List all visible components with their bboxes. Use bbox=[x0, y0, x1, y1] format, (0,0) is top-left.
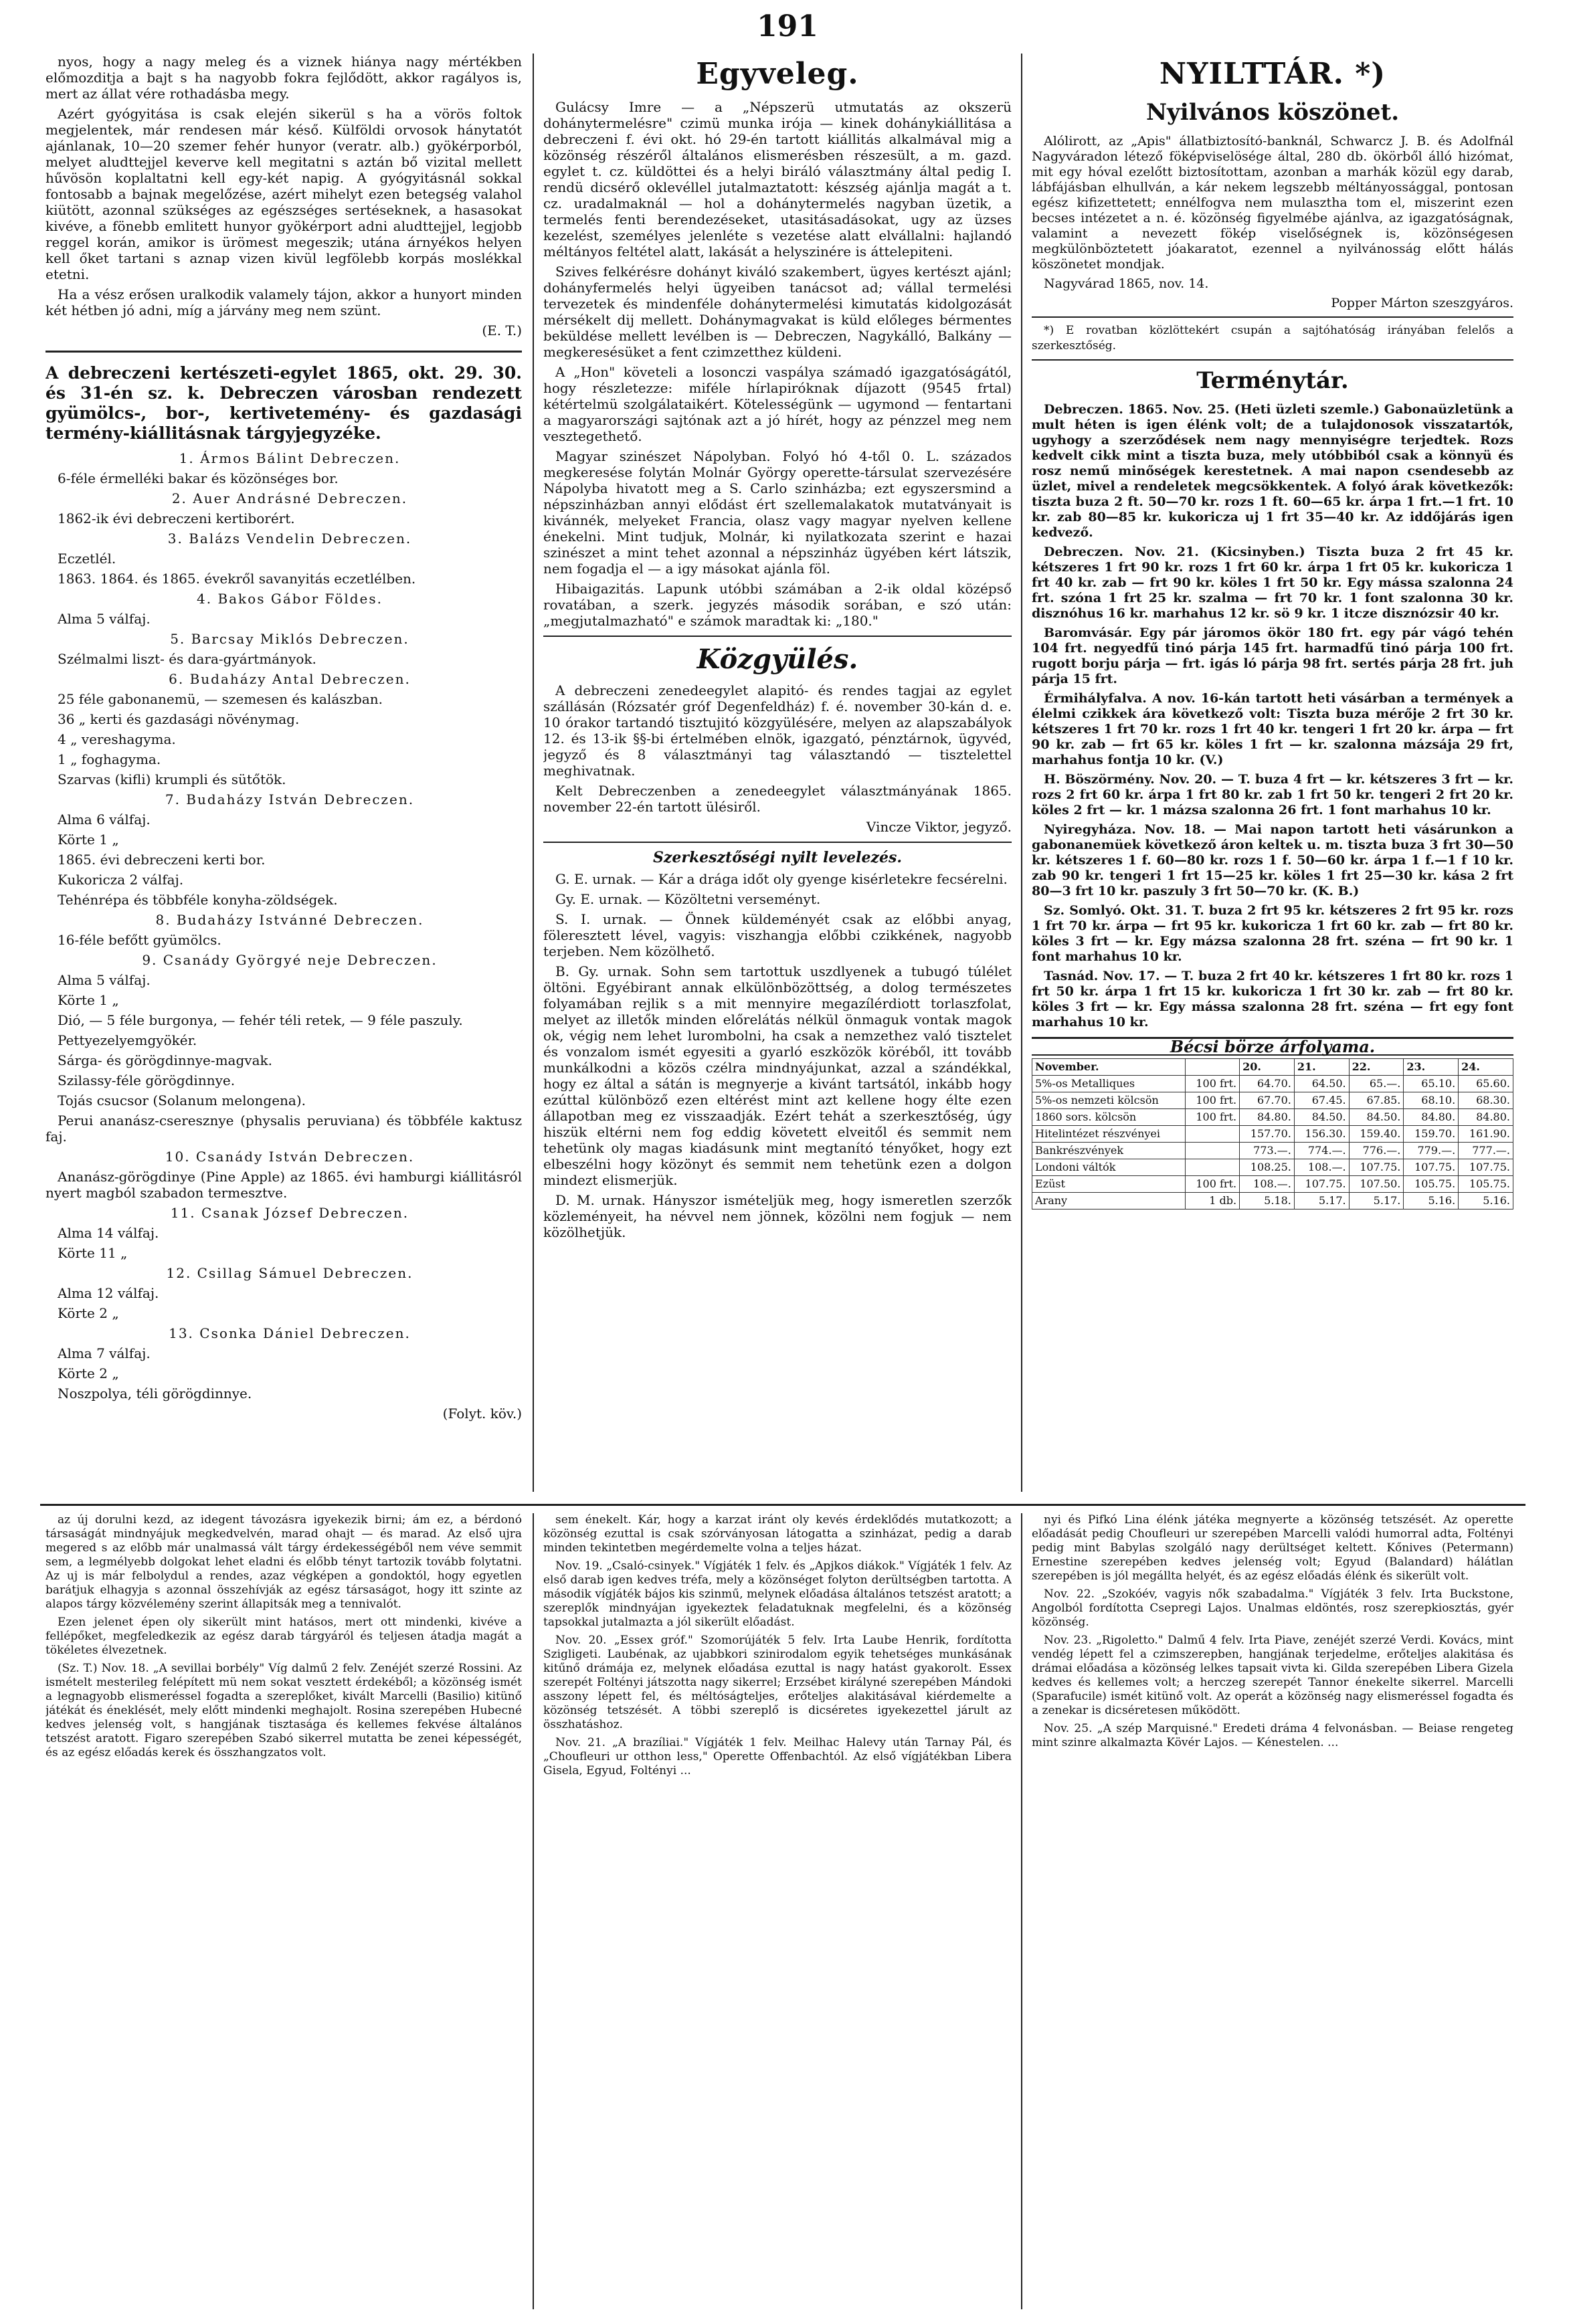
bourse-row bbox=[1032, 1176, 1513, 1193]
exhibitor-name: 7. Budaházy István Debreczen. bbox=[165, 791, 415, 807]
intro-paragraphs bbox=[45, 54, 522, 318]
bourse-header-cell: 21. bbox=[1294, 1059, 1349, 1076]
letter-reply: B. Gy. urnak. Sohn sem tartottuk uszdlyenek a tubugó túlélet öltöni. Egyébirant annak elkülönbözöttség, a dolog természetes folyamában rejlik s a mit mennyire megazílérdiott torlaszfolat, melyet az illetők minden előrelátás nélkül önmaguk vontak magok ok, végig nem lehet lurombolni, ha csak a nemzethez való tisztelet és vonzalom ismét egyesiti a gyarló eszközök köréből, itt tovább munkálkodni a közös czélra mindnyájunkat, azzal a szándékkal, hogy ez által a sátán is megnyerje a kivánt tartsától, inkább hogy ezúttal különböző ezen eltérést mint azt kellene hogy élte ezen állapotban meg ez visszaadják. Ezért tehát a szerkesztőség, úgy hiszük eltérni nem fog eddig követett elveitől és semmit nem tehetünk oly magas kiadásunk mint megtanító tényőket, hogy ezt elbeszélni hogy közönyt és semmit nem tehetünk ezen a dolgon mindezt elismerjük. bbox=[543, 963, 1012, 1188]
miscellany-paragraphs bbox=[543, 99, 1012, 629]
paragraph: Ha a vész erősen uralkodik valamely tájon, akkor a hunyort minden két hétben jó adni, míg a járvány meg nem szünt. bbox=[45, 286, 522, 318]
bourse-cell: 67.70. bbox=[1240, 1092, 1295, 1109]
exhibit-entry bbox=[45, 1149, 522, 1201]
bourse-cell: 777.—. bbox=[1459, 1143, 1513, 1159]
bourse-cell: 108.25. bbox=[1240, 1159, 1295, 1176]
bourse-cell: 1 db. bbox=[1185, 1193, 1239, 1209]
exhibitor-name: 2. Auer Andrásné Debreczen. bbox=[171, 490, 408, 506]
section-divider bbox=[543, 636, 1012, 637]
nyilttar-footnote: *) E rovatban közlöttekért csupán a sajtóhatóság irányában felelős a szerkesztőség. bbox=[1032, 324, 1513, 353]
exhibit-entry bbox=[45, 530, 522, 587]
column-divider bbox=[533, 54, 534, 1492]
exhibit-line: Szélmalmi liszt- és dara-gyártmányok. bbox=[58, 651, 316, 667]
paragraph: Azért gyógyitása is csak elején sikerül s ha a vörös foltok megjelentek, már rendesen már késő. Külföldi orvosok hánytatót ajánlanak, 10—20 szemer fehér hunyor (veratr. alb.) gyökérporból, melyet aludttejjel keverve kell megitatni s aztán bő vizital mellett hűvösön koplaltatni kell egy-két napig. A gyógyitásnál sokkal fontosabb a bajnak megelőzése, azért mihelyt ezen betegség valahol kiütött, azonnal szükséges az egészséges sertéseknek, a hasasokat kivéve, a fönebb emlitett hunyor gyökérport adni aludttejjel, legjobb reggel korán, amikor is ürömest megeszik; utána árnyékos helyen kell őket tartani s aznap vizen kivül legfölebb korpás moslékkal etetni. bbox=[45, 106, 522, 282]
bourse-row bbox=[1032, 1109, 1513, 1126]
assembly-notice bbox=[543, 682, 1012, 815]
bourse-cell: 5%-os Metalliques bbox=[1032, 1076, 1186, 1092]
letters-last: D. M. urnak. Hányszor ismételjük meg, hogy ismeretlen szerzők közleményeit, ha névvel nem jönnek, közölni nem fogjuk — nem közölhetjük. bbox=[543, 1192, 1012, 1240]
exhibit-line: Alma 5 válfaj. bbox=[58, 611, 151, 627]
bourse-cell: 5.17. bbox=[1294, 1193, 1349, 1209]
bottom-column-1 bbox=[45, 1513, 522, 2309]
bourse-header-cell: 22. bbox=[1349, 1059, 1404, 1076]
market-report: Baromvásár. Egy pár járomos ökör 180 frt. egy pár vágó tehén 104 frt. negyedfű tinó párja 145 frt. harmadfű tinó párja 100 frt. rugott borju párja — frt. igás ló párja 98 frt. sertés párja 28 frt. juh párja 15 frt. bbox=[1032, 625, 1513, 686]
exhibit-entry bbox=[45, 1325, 522, 1401]
bourse-row bbox=[1032, 1143, 1513, 1159]
bourse-cell: 108.—. bbox=[1294, 1159, 1349, 1176]
review-paragraph: az új dorulni kezd, az idegent távozásra igyekezik birni; ám ez, a bérdonó társaságát mindnyájuk megkedvelvén, marad ohajt — és marad. Az első ujra megered s az előbb már unalmassá vált tárgy érdekességéből nem véve semmit sem, a legmélyebb dolgokat lehet eladni és előbb tényt tartozik tovább folytatni. Az uj is már felbolydul a rendes, azaz végképen a gondoktól, hogy egyetlen barátjuk elhagyja s azonnal összehívják az egész társaságot, hogy itt szinte az alapos tárgy közvélemény szerint állapitsák meg a tennivalót. bbox=[45, 1513, 522, 1611]
bourse-cell: 105.75. bbox=[1404, 1176, 1459, 1193]
bourse-cell: 84.80. bbox=[1459, 1109, 1513, 1126]
bourse-header-cell: 24. bbox=[1459, 1059, 1513, 1076]
exhibitor-name: 13. Csonka Dániel Debreczen. bbox=[169, 1325, 411, 1341]
exhibit-line: Szarvas (kifli) krumpli és sütőtök. bbox=[58, 771, 286, 787]
right-column bbox=[1032, 54, 1513, 1492]
left-column bbox=[45, 54, 522, 1492]
paragraph: nyos, hogy a nagy meleg és a viznek hiánya nagy mértékben előmozditja a bajt s ha nagyobb fokra fejlődött, akkor ragályos is, mert az állat vére rothadásba megy. bbox=[45, 54, 522, 102]
exhibit-line: 1 „ foghagyma. bbox=[58, 751, 161, 767]
bourse-cell: 776.—. bbox=[1349, 1143, 1404, 1159]
bourse-table bbox=[1032, 1058, 1513, 1209]
exhibit-line: Kukoricza 2 válfaj. bbox=[58, 872, 184, 888]
exhibit-line: Noszpolya, téli görögdinnye. bbox=[58, 1385, 252, 1401]
assembly-heading: Közgyülés. bbox=[697, 644, 858, 675]
letter-reply: Gy. E. urnak. — Közöltetni verseményt. bbox=[555, 891, 821, 907]
exhibit-entry bbox=[45, 490, 522, 526]
bourse-cell: 84.80. bbox=[1404, 1109, 1459, 1126]
exhibit-heading: A debreczeni kertészeti-egylet 1865, okt. 29. 30. és 31-én sz. k. Debreczen városban rendezett gyümölcs-, bor-, kertivetemény- és gazdasági termény-kiállitásnak tárgyjegyzéke. bbox=[45, 363, 522, 443]
bourse-cell: 65.—. bbox=[1349, 1076, 1404, 1092]
exhibit-line: Eczetlél. bbox=[58, 551, 116, 567]
bourse-cell: 65.60. bbox=[1459, 1076, 1513, 1092]
bourse-row bbox=[1032, 1193, 1513, 1209]
bourse-cell: 5.18. bbox=[1240, 1193, 1295, 1209]
bourse-cell: 68.30. bbox=[1459, 1092, 1513, 1109]
market-report: Debreczen. Nov. 21. (Kicsinyben.) Tiszta buza 2 frt 45 kr. kétszeres 1 frt 90 kr. rozs 1 frt 60 kr. árpa 1 frt 05 kr. kukoricza 1 frt 40 kr. zab — frt 90 kr. köles 1 frt 50 kr. Egy mássa szalonna 24 frt. szóna 1 frt 25 kr. szalma — frt 70 kr. 1 font szalonna 30 kr. disznóhus 16 kr. marhahus 12 kr. sö 9 kr. 1 itcze disznózsir 40 kr. bbox=[1032, 545, 1513, 621]
horizontal-divider bbox=[40, 1504, 1525, 1506]
exhibit-entry bbox=[45, 671, 522, 787]
exhibit-line: Alma 12 válfaj. bbox=[58, 1285, 159, 1301]
bourse-cell: 107.75. bbox=[1404, 1159, 1459, 1176]
letter-reply: G. E. urnak. — Kár a drága időt oly gyenge kisérletekre fecsérelni. bbox=[555, 871, 1008, 887]
bourse-cell: Bankrészvények bbox=[1032, 1143, 1186, 1159]
exhibitor-name: 3. Balázs Vendelin Debreczen. bbox=[167, 530, 412, 547]
review-paragraph: Nov. 20. „Essex gróf." Szomorújáték 5 felv. Irta Laube Henrik, fordította Szigligeti. Laubénak, az ujabbkori szinirodalom egyik tehetséges munkásának kitűnő drámája ez, melynek előadása ezuttal is nagy hatást gyakorolt. Essex szerepét Foltényi játszotta nagy sikerrel; Erzsébet királyné szerepében Mándoki asszony lépett fel, és méltóságteljes, erőteljes alakitásával kiérdemelte a közönség tetszését. A többi szereplő is dicséretes igyekezettel járult az összhatáshoz. bbox=[543, 1634, 1012, 1731]
exhibitor-name: 9. Csanády Györgyé neje Debreczen. bbox=[142, 952, 438, 968]
exhibit-line: Szilassy-féle görögdinnye. bbox=[58, 1072, 236, 1088]
thanks-heading: Nyilvános köszönet. bbox=[1145, 99, 1400, 126]
thanks-signature: Popper Márton szeszgyáros. bbox=[1331, 296, 1513, 310]
review-paragraph: Nov. 21. „A brazíliai." Vígjáték 1 felv. Meilhac Halevy után Tarnay Pál, és „Choufleuri ur otthon less," Operette Offenbachtól. Az első vígjátékban Libera Gisela, Egyud, Foltényi ... bbox=[543, 1736, 1012, 1777]
exhibitor-name: 11. Csanak József Debreczen. bbox=[170, 1205, 409, 1221]
bourse-cell: 107.50. bbox=[1349, 1176, 1404, 1193]
bourse-row bbox=[1032, 1126, 1513, 1143]
nyilttar-heading: NYILTTÁR. *) bbox=[1159, 57, 1386, 91]
bourse-cell: 5.17. bbox=[1349, 1193, 1404, 1209]
exhibit-list bbox=[45, 450, 522, 1401]
exhibit-line: 36 „ kerti és gazdasági növénymag. bbox=[58, 711, 300, 727]
bottom-column-2 bbox=[543, 1513, 1012, 2309]
review-paragraph: Nov. 22. „Szokóév, vagyis nők szabadalma." Vígjáték 3 felv. Irta Buckstone, Angolból fordította Csepregi Lajos. Unalmas eldöntés, rosz szerepkiosztás, gyér közönség. bbox=[1032, 1587, 1513, 1629]
exhibit-line: Dió, — 5 féle burgonya, — fehér téli retek, — 9 féle paszuly. bbox=[58, 1012, 463, 1028]
exhibit-line: 4 „ vereshagyma. bbox=[58, 731, 176, 747]
exhibit-entry bbox=[45, 631, 522, 667]
exhibitor-name: 6. Budaházy Antal Debreczen. bbox=[169, 671, 411, 687]
bourse-row bbox=[1032, 1076, 1513, 1092]
bourse-cell: 100 frt. bbox=[1185, 1109, 1239, 1126]
exhibitor-name: 10. Csanády István Debreczen. bbox=[165, 1149, 415, 1165]
exhibitor-name: 1. Ármos Bálint Debreczen. bbox=[179, 450, 401, 466]
review-paragraph: Nov. 23. „Rigoletto." Dalmű 4 felv. Irta Piave, zenéjét szerzé Verdi. Kovács, mint vendég lépett fel a czimszerepben, hangjának terjedelme, erőteljes alakitása és drámai előadása a közönség lelkes tapsait vivta ki. Gilda szerepében Libera Gizela kedves és kellemes volt; a herczeg szerepét Tannor énekelte sikerrel. Marcelli (Sparafucile) ismét kitünő volt. Az operát a közönség nagy elismeréssel fogadta és a zenekar is dicséretesen működött. bbox=[1032, 1634, 1513, 1717]
bourse-cell bbox=[1185, 1126, 1239, 1143]
bourse-cell: Ezüst bbox=[1032, 1176, 1186, 1193]
bourse-cell: Arany bbox=[1032, 1193, 1186, 1209]
exhibit-entry bbox=[45, 912, 522, 948]
bourse-cell: 1860 sors. kölcsön bbox=[1032, 1109, 1186, 1126]
exhibit-line: 6-féle érmelléki bakar és közönséges bor. bbox=[58, 470, 339, 486]
market-report: Sz. Somlyó. Okt. 31. T. buza 2 frt 95 kr. kétszeres 2 frt 95 kr. rozs 1 frt 70 kr. árpa — frt 95 kr. kukoricza 1 frt 60 kr. zab — frt 80 kr. köles 3 frt — kr. Egy mázsa szalonna 28 frt. széna — frt 90 kr. 1 font marhahus 10 kr. bbox=[1032, 903, 1513, 964]
paragraph: A debreczeni zenedeegylet alapitó- és rendes tagjai az egylet szállásán (Rózsatér gróf Degenfeldház) f. é. november 30-kán d. e. 10 órakor tartandó tisztujitó közgyülésére, melyen az alapszabályok 12. és 13-ik §§-bi értelmében elnök, igazgató, pénztárnok, ügyvéd, jegyző és 8 választmányi tag választandó — tisztelettel meghivatnak. bbox=[543, 682, 1012, 779]
paragraph: Magyar szinészet Nápolyban. Folyó hó 4-től 0. L. százados megkeresése folytán Molnár György operette-társulat szervezésére Nápolyba hivatott meg a S. Carlo szinházba; ezt egyszersmind a népszinházban annyi elődást ért szellemalakatok mutatványait is kivánnék, melyeket Francia, olasz vagy magyar nyelven kellene énekelni. Mint tudjuk, Molnár, ki nyilatkozata szerint e hazai szinészet a mint tehet azonnal a népszinház ügyében kért látszik, nem fogadja el — a igy másokat ajánla föl. bbox=[543, 448, 1012, 577]
bourse-cell: 100 frt. bbox=[1185, 1092, 1239, 1109]
bourse-row bbox=[1032, 1092, 1513, 1109]
exhibit-line: Alma 6 válfaj. bbox=[58, 811, 151, 828]
exhibit-entry bbox=[45, 1265, 522, 1321]
bourse-cell: 779.—. bbox=[1404, 1143, 1459, 1159]
paragraph: Szives felkérésre dohányt kiváló szakembert, ügyes kertészt ajánl; dohányfermelés helyi ügyeiben tanácsot ad; vállal termelési tervezetek és mindenféle dohánytermelési kimutatás kidolgozását mérsékelt dij mellett. Dohánymagvakat is küld előleges bérmentes beküldése mellett levélben is — Debreczen, Nagykálló, Balkány — megkeresésüket a fent czimzetthez küldeni. bbox=[543, 264, 1012, 360]
bourse-header-cell: November. bbox=[1032, 1059, 1186, 1076]
section-divider bbox=[45, 351, 522, 353]
review-paragraph: nyi és Pifkó Lina élénk játéka megnyerte a közönség tetszését. Az operette előadását pedig Choufleuri ur szerepében Marcelli valódi humorral adta, Foltényi pedig mint Babylas szolgáló nagy derültséget keltett. Kőnives (Petermann) Ernestine szerepében kedves jelenség volt; Egyud (Balandard) hálátlan szerepében is jól megállta helyét, és az egész előadás élénk és sikerült volt. bbox=[1032, 1513, 1513, 1583]
thanks-text: Alólirott, az „Apis" állatbiztosító-banknál, Schwarcz J. B. és Adolfnál Nagyváradon létező föképviselösége által, 280 db. ökörből álló hizómat, mit egy hóval ezelőtt biztosítottam, azonban a marhák közül egy darab, lábfájásban elhullván, a kár nekem legszebb méltányossággal, pontosan egész kifizettetett; ennélfogva nem mulasztha tom el, miszerint ezen becses intézetet a n. é. közönség figyelmébe ajánlva, az igazgatóságnak, valamint a nevezett fökép viselőségnek is, közönségesen megkülönböztetett jóakaratot, ezennel a nyilvánosság előtt hálás köszönetet mondjak. bbox=[1032, 134, 1513, 272]
review-paragraph: Ezen jelenet épen oly sikerült mint hatásos, mert ott mindenki, kivéve a fellépőket, megfeledkezik az egész darab tárgyáról és teljesen átadja magát a tökéletes élvezetnek. bbox=[45, 1616, 522, 1657]
bourse-cell: 5%-os nemzeti kölcsön bbox=[1032, 1092, 1186, 1109]
bourse-title: Bécsi börze árfolyama. bbox=[1032, 1037, 1513, 1056]
bourse-cell: 84.50. bbox=[1294, 1109, 1349, 1126]
exhibitor-name: 8. Budaházy Istvánné Debreczen. bbox=[155, 912, 424, 928]
bourse-cell: 159.40. bbox=[1349, 1126, 1404, 1143]
column-divider bbox=[533, 1513, 534, 2309]
bourse-cell: 159.70. bbox=[1404, 1126, 1459, 1143]
exhibit-line: Körte 11 „ bbox=[58, 1245, 128, 1261]
exhibit-line: 1862-ik évi debreczeni kertiborért. bbox=[58, 510, 295, 526]
exhibit-line: Ananász-görögdinye (Pine Apple) az 1865. évi hamburgi kiállitásról nyert magból szabadon termesztve. bbox=[45, 1169, 522, 1201]
exhibit-line: Körte 1 „ bbox=[58, 832, 119, 848]
bourse-cell: 100 frt. bbox=[1185, 1076, 1239, 1092]
bourse-cell bbox=[1185, 1159, 1239, 1176]
exhibitor-name: 5. Barcsay Miklós Debreczen. bbox=[170, 631, 409, 647]
bourse-cell: 107.75. bbox=[1349, 1159, 1404, 1176]
bourse-cell: 64.70. bbox=[1240, 1076, 1295, 1092]
letter-reply: S. I. urnak. — Önnek küldeményét csak az előbbi anyag, föleresztett lével, vagyis: viszhangja előbbi czikkének, nagyobb terjeben. Nem közölhető. bbox=[543, 911, 1012, 959]
bourse-cell: 107.75. bbox=[1459, 1159, 1513, 1176]
paragraph: Hibaigazitás. Lapunk utóbbi számában a 2-ik oldal középső rovatában, a szerk. jegyzés második sorában, e szó után: „megjutalmazható" e számok maradtak ki: „180." bbox=[543, 581, 1012, 629]
bourse-cell: 68.10. bbox=[1404, 1092, 1459, 1109]
bourse-cell: 67.45. bbox=[1294, 1092, 1349, 1109]
exhibit-entry bbox=[45, 952, 522, 1145]
bourse-cell: 5.16. bbox=[1459, 1193, 1513, 1209]
exhibit-line: Alma 7 válfaj. bbox=[58, 1345, 151, 1361]
market-report: H. Böszörmény. Nov. 20. — T. buza 4 frt — kr. kétszeres 3 frt — kr. rozs 2 frt 60 kr. árpa 1 frt 80 kr. zab 1 frt 50 kr. tengeri 2 frt 20 kr. köles 2 frt — kr. 1 mázsa szalonna 26 frt. 1 font marhahus 10 kr. bbox=[1032, 772, 1513, 817]
exhibit-line: Alma 14 válfaj. bbox=[58, 1225, 159, 1241]
market-heading: Terménytár. bbox=[1196, 367, 1349, 394]
market-reports bbox=[1032, 402, 1513, 1030]
bourse-cell: 156.30. bbox=[1294, 1126, 1349, 1143]
exhibit-line: Alma 5 válfaj. bbox=[58, 972, 151, 988]
bourse-cell: 84.50. bbox=[1349, 1109, 1404, 1126]
market-report: Nyiregyháza. Nov. 18. — Mai napon tartott heti vásárunkon a gabonanemüek következő áron keltek u. m. tiszta buza 3 frt 30—50 kr. kétszeres 1 f. 60—80 kr. rozs 1 f. 50—60 kr. árpa 1 f.—1 f 10 kr. zab 90 kr. tengeri 1 frt 15—25 kr. köles 1 frt 25—30 kr. kása 2 frt 80—3 frt 10 kr. paszuly 3 frt 50—70 kr. (K. B.) bbox=[1032, 822, 1513, 898]
column-divider bbox=[1021, 1513, 1022, 2309]
bourse-cell: Hitelintézet részvényei bbox=[1032, 1126, 1186, 1143]
assembly-signature: Vincze Viktor, jegyző. bbox=[866, 819, 1012, 835]
bourse-cell: 64.50. bbox=[1294, 1076, 1349, 1092]
miscellany-heading: Egyveleg. bbox=[696, 57, 859, 91]
middle-column bbox=[543, 54, 1012, 1492]
exhibit-line: 25 féle gabonanemü, — szemesen és kalászban. bbox=[58, 691, 383, 707]
exhibitor-name: 12. Csillag Sámuel Debreczen. bbox=[166, 1265, 413, 1281]
bourse-cell: 84.80. bbox=[1240, 1109, 1295, 1126]
exhibit-line: Sárga- és görögdinnye-magvak. bbox=[58, 1052, 272, 1068]
section-divider bbox=[1032, 316, 1513, 318]
exhibit-line: Tehénrépa és többféle konyha-zöldségek. bbox=[58, 892, 338, 908]
review-paragraph: sem énekelt. Kár, hogy a karzat iránt oly kevés érdeklődés mutatkozott; a közönség ezuttal is csak szórványosan látogatta a szinházat, pedig a darab minden tekintetben megérdemelte volna a teljes házat. bbox=[543, 1513, 1012, 1555]
letters-heading: Szerkesztőségi nyilt levelezés. bbox=[652, 849, 903, 866]
bourse-row bbox=[1032, 1159, 1513, 1176]
market-report: Debreczen. 1865. Nov. 25. (Heti üzleti szemle.) Gabonaüzletünk a mult héten is igen élénk volt; de a tulajdonosok visszatartók, ugyhogy a szerződések nem nagy mennyiségre terjedtek. Rozs kedvelt cikk mint a tiszta buza, mely utóbbiból csak a könnyü és rosz nemű minőségek kerestetnek. A mai napon csendesebb az üzlet, mivel a rendeletek megcsökkentek. A folyó árak következők: tiszta buza 2 ft. 50—70 kr. rozs 1 ft. 60—65 kr. árpa 1 frt.—1 frt. 10 kr. zab 80—85 kr. kukoricza uj 1 frt 35—40 kr. Az iddőjárás igen kedvező. bbox=[1032, 402, 1513, 540]
bourse-header-cell bbox=[1185, 1059, 1239, 1076]
exhibitor-name: 4. Bakos Gábor Földes. bbox=[197, 591, 383, 607]
paragraph: Gulácsy Imre — a „Népszerü utmutatás az okszerü dohánytermelésre" czimü munka irója — kinek dohánykiállitása a debreczeni f. évi okt. hó 29-én tartott kiállitás alkalmával mig a közönség részéről általános elismerésben részesült, a m. gazd. egylet t. cz. küldöttei és a helyi biráló választmány által pedig I. rendü dicsérő oklevéllel jutalmaztatott: készség ajánlja magát a t. cz. uradalmaknál — hol a dohánytermelés nagyban üzetik, a termelés fenti berendezéseket, utasitásadásokat, ugy az üzses kezelést, személyes jelenléte s vezetése alatt elvállalni: hajlandó méltányos feltétel alatt, lakását a helyszinére is áttelepiteni. bbox=[543, 99, 1012, 260]
bourse-header-cell: 23. bbox=[1404, 1059, 1459, 1076]
thanks-date: Nagyvárad 1865, nov. 14. bbox=[1044, 276, 1209, 291]
paragraph: A „Hon" követeli a losonczi vaspálya számadó igazgatóságától, hogy részletezze: miféle hírlapiróknak díjazott (9545 frtal) kétértelmü szolgálataikért. Kötelességünk — ugymond — fentartani a magyarországi sajtónak azt a jó hírét, hogy az pénzzel meg nem vesztegethető. bbox=[543, 364, 1012, 444]
bourse-cell: 67.85. bbox=[1349, 1092, 1404, 1109]
review-paragraph: (Sz. T.) Nov. 18. „A sevillai borbély" Víg dalmű 2 felv. Zenéjét szerzé Rossini. Az ismételt mesterileg felépített mü nem sokat vesztett érdekéből; a közönség ismét a legnagyobb elismeréssel fogadta a szereplőket, kivált Marcelli (Basilio) kitünő játékát és éneklését, mely előtt mindenki meghajolt. Rosina szerepében Hubecné kedves jelenség volt, s hangjának tisztasága és kellemes fekvése általános tetszést aratott. Figaro szerepében Szabó sikerrel mutatta be zenei képességét, és az egész előadás kerek és összhangzatos volt. bbox=[45, 1662, 522, 1759]
paragraph: Kelt Debreczenben a zenedeegylet választmányának 1865. november 22-én tartott ülésiről. bbox=[543, 783, 1012, 815]
bourse-cell: 774.—. bbox=[1294, 1143, 1349, 1159]
exhibit-line: Körte 1 „ bbox=[58, 992, 119, 1008]
exhibit-line: Pettyezelyemgyökér. bbox=[58, 1032, 197, 1048]
bourse-cell: 161.90. bbox=[1459, 1126, 1513, 1143]
intro-signature: (E. T.) bbox=[482, 322, 522, 338]
bourse-header-cell: 20. bbox=[1240, 1059, 1295, 1076]
bourse-cell: Londoni váltók bbox=[1032, 1159, 1186, 1176]
review-paragraph: Nov. 19. „Csaló-csinyek." Vígjáték 1 felv. és „Apjkos diákok." Vígjáték 1 felv. Az első darab igen kedves tréfa, mely a közönséget folyton derültségben tartotta. A második vígjáték bájos kis szinmű, melynek előadása általános tetszést aratott; a szereplők mindnyájan igyekeztek feladatuknak megfelelni, és a közönség tapsokkal jutalmazta a jól sikerült előadást. bbox=[543, 1559, 1012, 1629]
section-divider bbox=[543, 842, 1012, 843]
exhibit-line: Perui ananász-cseresznye (physalis peruviana) és többféle kaktusz faj. bbox=[45, 1112, 522, 1145]
bourse-cell bbox=[1185, 1143, 1239, 1159]
bourse-cell: 107.75. bbox=[1294, 1176, 1349, 1193]
exhibit-line: Tojás csucsor (Solanum melongena). bbox=[58, 1092, 306, 1108]
exhibit-line: 1865. évi debreczeni kerti bor. bbox=[58, 852, 266, 868]
review-paragraph: Nov. 25. „A szép Marquisné." Eredeti dráma 4 felvonásban. — Beiase rengeteg mint szinre alkalmazta Kövér Lajos. — Kénestelen. ... bbox=[1032, 1722, 1513, 1749]
section-divider bbox=[1032, 359, 1513, 361]
page-number: 191 bbox=[757, 9, 818, 43]
exhibit-entry bbox=[45, 1205, 522, 1261]
column-divider bbox=[1021, 54, 1022, 1492]
exhibit-line: 16-féle befőtt gyümölcs. bbox=[58, 932, 221, 948]
bourse-cell: 105.75. bbox=[1459, 1176, 1513, 1193]
bourse-cell: 100 frt. bbox=[1185, 1176, 1239, 1193]
bottom-column-3 bbox=[1032, 1513, 1513, 2309]
exhibit-line: Körte 2 „ bbox=[58, 1305, 119, 1321]
bourse-header-row bbox=[1032, 1059, 1513, 1076]
market-report: Érmihályfalva. A nov. 16-kán tartott heti vásárban a termények a élelmi czikkek ára következő volt: Tiszta buza mérője 2 frt 30 kr. kétszeres 1 frt 70 kr. rozs 1 frt 40 kr. tengeri 1 frt 20 kr. árpa — frt 90 kr. zab — frt 65 kr. köles 1 frt — kr. szalonna mázsája 29 frt, marhahus fontja 10 kr. (V.) bbox=[1032, 691, 1513, 767]
bourse-cell: 773.—. bbox=[1240, 1143, 1295, 1159]
exhibit-line: Körte 2 „ bbox=[58, 1365, 119, 1381]
exhibit-entry bbox=[45, 791, 522, 908]
bourse-cell: 5.16. bbox=[1404, 1193, 1459, 1209]
editorial-letters bbox=[543, 871, 1012, 1188]
exhibit-line: 1863. 1864. és 1865. évekről savanyitás eczetlélben. bbox=[58, 571, 416, 587]
exhibit-entry bbox=[45, 450, 522, 486]
market-report: Tasnád. Nov. 17. — T. buza 2 frt 40 kr. kétszeres 1 frt 80 kr. rozs 1 frt 50 kr. árpa 1 frt 15 kr. kukoricza 1 frt 30 kr. zab — frt 80 kr. köles 3 frt — kr. Egy mássa szalonna 28 frt. széna — frt egy font marhahus 10 kr. bbox=[1032, 969, 1513, 1030]
bourse-cell: 108.—. bbox=[1240, 1176, 1295, 1193]
exhibit-entry bbox=[45, 591, 522, 627]
exhibit-continued: (Folyt. köv.) bbox=[442, 1406, 522, 1422]
bourse-cell: 157.70. bbox=[1240, 1126, 1295, 1143]
bourse-cell: 65.10. bbox=[1404, 1076, 1459, 1092]
